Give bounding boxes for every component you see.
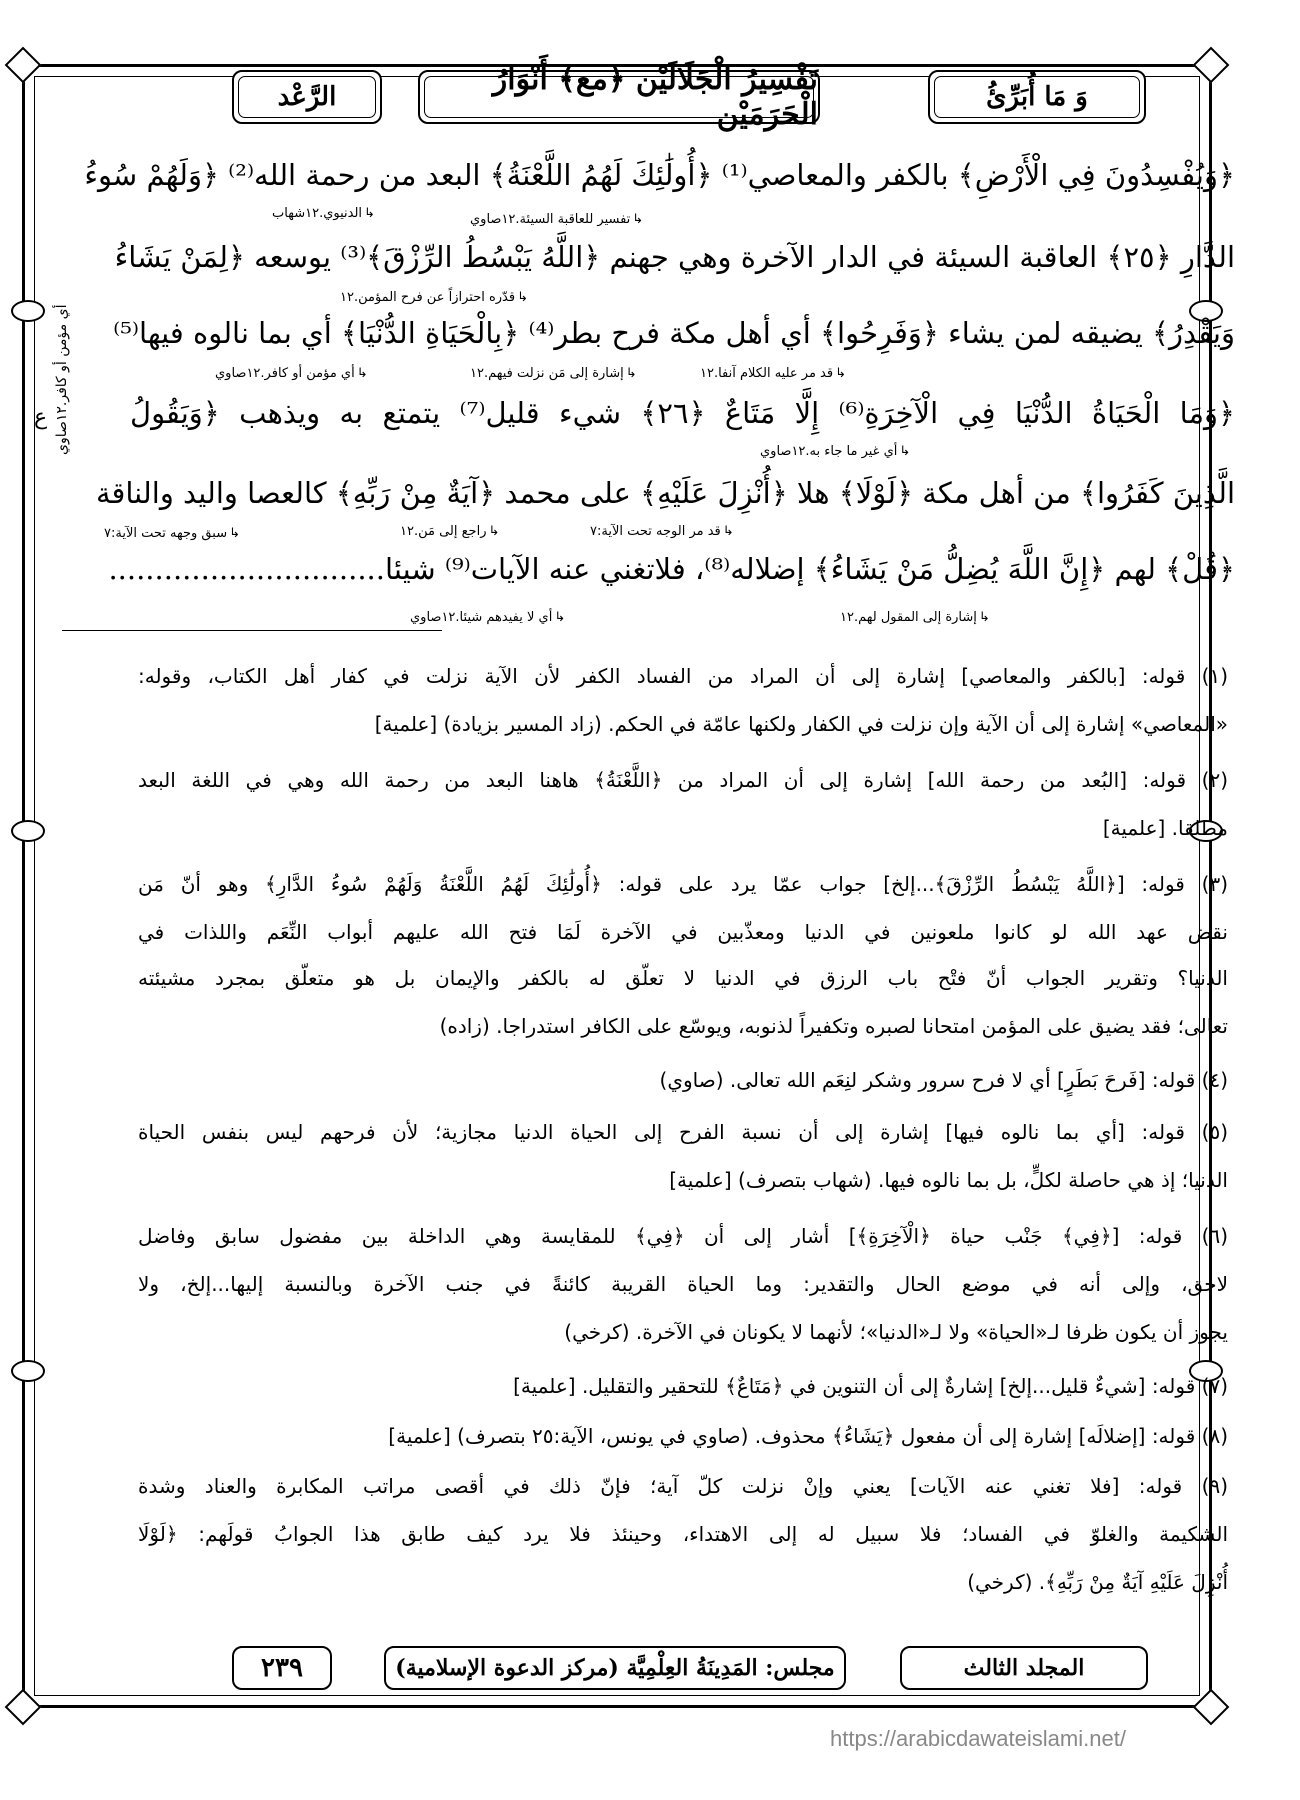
footnote-line-2: «المعاصي» إشارة إلى أن الآية وإن نزلت في الكفار ولكنها عامّة في الحكم. (زاد المسير بزيادة) [علمية] [374,712,1228,736]
note-8: ↳ راجع إلى مَن.١٢ [400,524,499,539]
footnote-line-8: تعالى؛ فقد يضيق على المؤمن امتحانا لصبره وتكفيراً لذنوبه، ويوسّع على الكافر استدراجا. (زاده) [439,1014,1228,1038]
footnote-line-3: (٢) قوله: [البُعد من رحمة الله] إشارة إلى أن المراد من ﴿اللَّعْنَةُ﴾ هاهنا البعد من رحمة الله وهي في اللغة البعد [138,768,1228,792]
note-12: ↳ إشارة إلى المقول لهم.١٢ [840,610,990,625]
footnote-line-13: لاحق، وإلى أنه في موضع الحال والتقدير: وما الحياة القريبة كائنةً في جنب الآخرة وبالنسبة إليها...إلخ، ولا [138,1272,1228,1296]
frame-ornament-left-2 [11,820,45,842]
source-url: https://arabicdawateislami.net/ [830,1726,1126,1751]
footnote-line-18: الشكيمة والغلوّ في الفساد؛ فلا سبيل له إلى الاهتداء، وحينئذ فلا يرد كيف طابق هذا الجوابُ قولَهم: ﴿لَوْلَا [138,1522,1228,1546]
side-margin-mark: ع [34,405,48,430]
text-line-2: الدَّارِ ﴿٢٥﴾ العاقبة السيئة في الدار الآخرة وهي جهنم ﴿اللَّهُ يَبْسُطُ الرِّزْقَ﴾⁽³⁾ يوسعه ﴿لِمَنْ يَشَاءُ [114,240,1235,274]
note-5: ↳ إشارة إلى مَن نزلت فيهم.١٢ [470,366,637,381]
header-center-box [418,62,820,132]
note-2: ↳ الدنيوي.١٢شهاب [272,206,375,221]
text-line-4: ﴿وَمَا الْحَيَاةُ الدُّنْيَا فِي الْآخِرَةِ⁽⁶⁾ إِلَّا مَتَاعٌ ﴿٢٦﴾ شيء قليل⁽⁷⁾ يتمتع به ويذهب ﴿وَيَقُولُ [130,396,1236,430]
footnote-line-14: يجوز أن يكون ظرفا لـ«الحياة» ولا لـ«الدنيا»؛ لأنهما لا يكونان في الآخرة. (كرخي) [564,1320,1228,1344]
footnote-line-7: الدنيا؟ وتقرير الجواب أنّ فتْح باب الرزق في الدنيا لا تعلّق له بالكفر والإيمان بل هو متعلّق بمجرد مشيئته [138,966,1228,990]
footnote-line-5: (٣) قوله: [﴿اللَّهُ يَبْسُطُ الرِّزْقَ﴾...إلخ] جواب عمّا يرد على قوله: ﴿أُولَٰئِكَ لَهُمُ اللَّعْنَةُ وَلَهُمْ سُوءُ الدَّارِ﴾ وهو أنّ مَن [138,872,1228,896]
footnote-line-17: (٩) قوله: [فلا تغني عنه الآيات] يعني وإنْ نزلت كلّ آية؛ فإنّ ذلك في أقصى مراتب المكابرة والعناد وشدة [138,1474,1228,1498]
side-margin-note: أي مؤمن أو كافر.١٢صاوي [54,304,70,456]
footer-publisher: مجلس: المَدِينَةُ العِلْمِيَّة (مركز الدعوة الإسلامية) [395,1655,835,1681]
footnote-line-16: (٨) قوله: [إضلالَه] إشارة إلى أن مفعول ﴿يَشَاءُ﴾ محذوف. (صاوي في يونس، الآية:٢٥ بتصرف) [علمية] [388,1424,1228,1448]
footer-page-box [232,1646,332,1690]
note-3: ↳ قدّره احترازاً عن فرح المؤمن.١٢ [340,290,528,305]
text-line-5: الَّذِينَ كَفَرُوا﴾ من أهل مكة ﴿لَوْلَا﴾ هلا ﴿أُنْزِلَ عَلَيْهِ﴾ على محمد ﴿آيَةٌ مِنْ رَبِّهِ﴾ كالعصا واليد والناقة [95,476,1235,510]
footnote-line-4: مطلقا. [علمية] [1102,816,1228,840]
footnote-line-12: (٦) قوله: [﴿فِي﴾ جَنْب حياة ﴿الْآخِرَةِ﴾] أشار إلى أن ﴿فِي﴾ للمقايسة وهي الداخلة بين مفضول سابق وفاضل [138,1224,1228,1248]
text-line-6: ﴿قُلْ﴾ لهم ﴿إِنَّ اللَّهَ يُضِلُّ مَنْ يَشَاءُ﴾ إضلاله⁽⁸⁾، فلاتغني عنه الآيات⁽⁹⁾ شيئا.............................. [108,552,1235,586]
footnote-line-9: (٤) قوله: [فَرحَ بَطَرٍ] أي لا فرح سرور وشكر لنِعَم الله تعالى. (صاوي) [659,1068,1228,1092]
header-surah-name: الرَّعْد [277,82,337,112]
text-line-3: وَيَقْدِرُ﴾ يضيقه لمن يشاء ﴿وَفَرِحُوا﴾ أي أهل مكة فرح بطر⁽⁴⁾ ﴿بِالْحَيَاةِ الدُّنْيَا﴾ أي بما نالوه فيها⁽⁵⁾ [113,316,1235,350]
footer-volume-box [900,1646,1148,1690]
note-1: ↳ تفسير للعاقبة السيئة.١٢صاوي [470,212,643,227]
footnote-line-11: الدنيا؛ إذ هي حاصلة لكلٍّ، بل بما نالوه فيها. (شهاب بتصرف) [علمية] [669,1168,1228,1192]
note-10: ↳ سبق وجهه تحت الآية:٧ [104,526,240,541]
separator-rule [62,630,442,631]
text-line-1: ﴿وَيُفْسِدُونَ فِي الْأَرْضِ﴾ بالكفر والمعاصي⁽¹⁾ ﴿أُولَٰئِكَ لَهُمُ اللَّعْنَةُ﴾ البعد من رحمة الله⁽²⁾ ﴿وَلَهُمْ سُوءُ [84,158,1235,192]
note-4: ↳ قد مر عليه الكلام آنفا.١٢ [700,366,846,381]
header-left-box [232,70,382,124]
footnote-line-1: (١) قوله: [بالكفر والمعاصي] إشارة إلى أن المراد من الفساد الكفر لأن الآية نزلت في كفار أهل الكتاب، وقوله: [138,664,1228,688]
note-11: ↳ أي لا يفيدهم شيئا.١٢صاوي [410,610,565,625]
footnote-line-15: (٧) قوله: [شيءٌ قليل...إلخ] إشارةٌ إلى أن التنوين في ﴿مَتَاعٌ﴾ للتحقير والتقليل. [علمية] [513,1374,1228,1398]
footer-volume: المجلد الثالث [963,1655,1085,1681]
footnote-line-10: (٥) قوله: [أي بما نالوه فيها] إشارة إلى أن نسبة الفرح إلى الحياة الدنيا مجازية؛ لأن فرحهم ليس بنفس الحياة [138,1120,1228,1144]
header-surah-part: وَ مَا أُبَرِّئُ [986,82,1088,112]
footer-publisher-box [384,1646,846,1690]
frame-ornament-left-3 [11,1360,45,1382]
footnote-line-19: أُنْزِلَ عَلَيْهِ آيَةٌ مِنْ رَبِّهِ﴾. (كرخي) [967,1570,1228,1594]
frame-ornament-left-1 [11,300,45,322]
header-right-box [928,70,1146,124]
note-6: ↳ أي مؤمن أو كافر.١٢صاوي [215,366,368,381]
note-7: ↳ أي غير ما جاء به.١٢صاوي [760,444,910,459]
footnote-line-6: نقض عهد الله لو كانوا ملعونين في الدنيا ومعذّبين في الآخرة لَمَا فتح الله عليهم أبواب النِّعَم واللذات في [138,920,1228,944]
header-book-title: تَفْسِيرُ الْجَلَالَيْن ﴿مع﴾ أَنْوَارُ الْحَرَمَيْن [492,62,818,132]
note-9: ↳ قد مر الوجه تحت الآية:٧ [590,524,734,539]
page-number: ٢٣٩ [261,1653,303,1683]
